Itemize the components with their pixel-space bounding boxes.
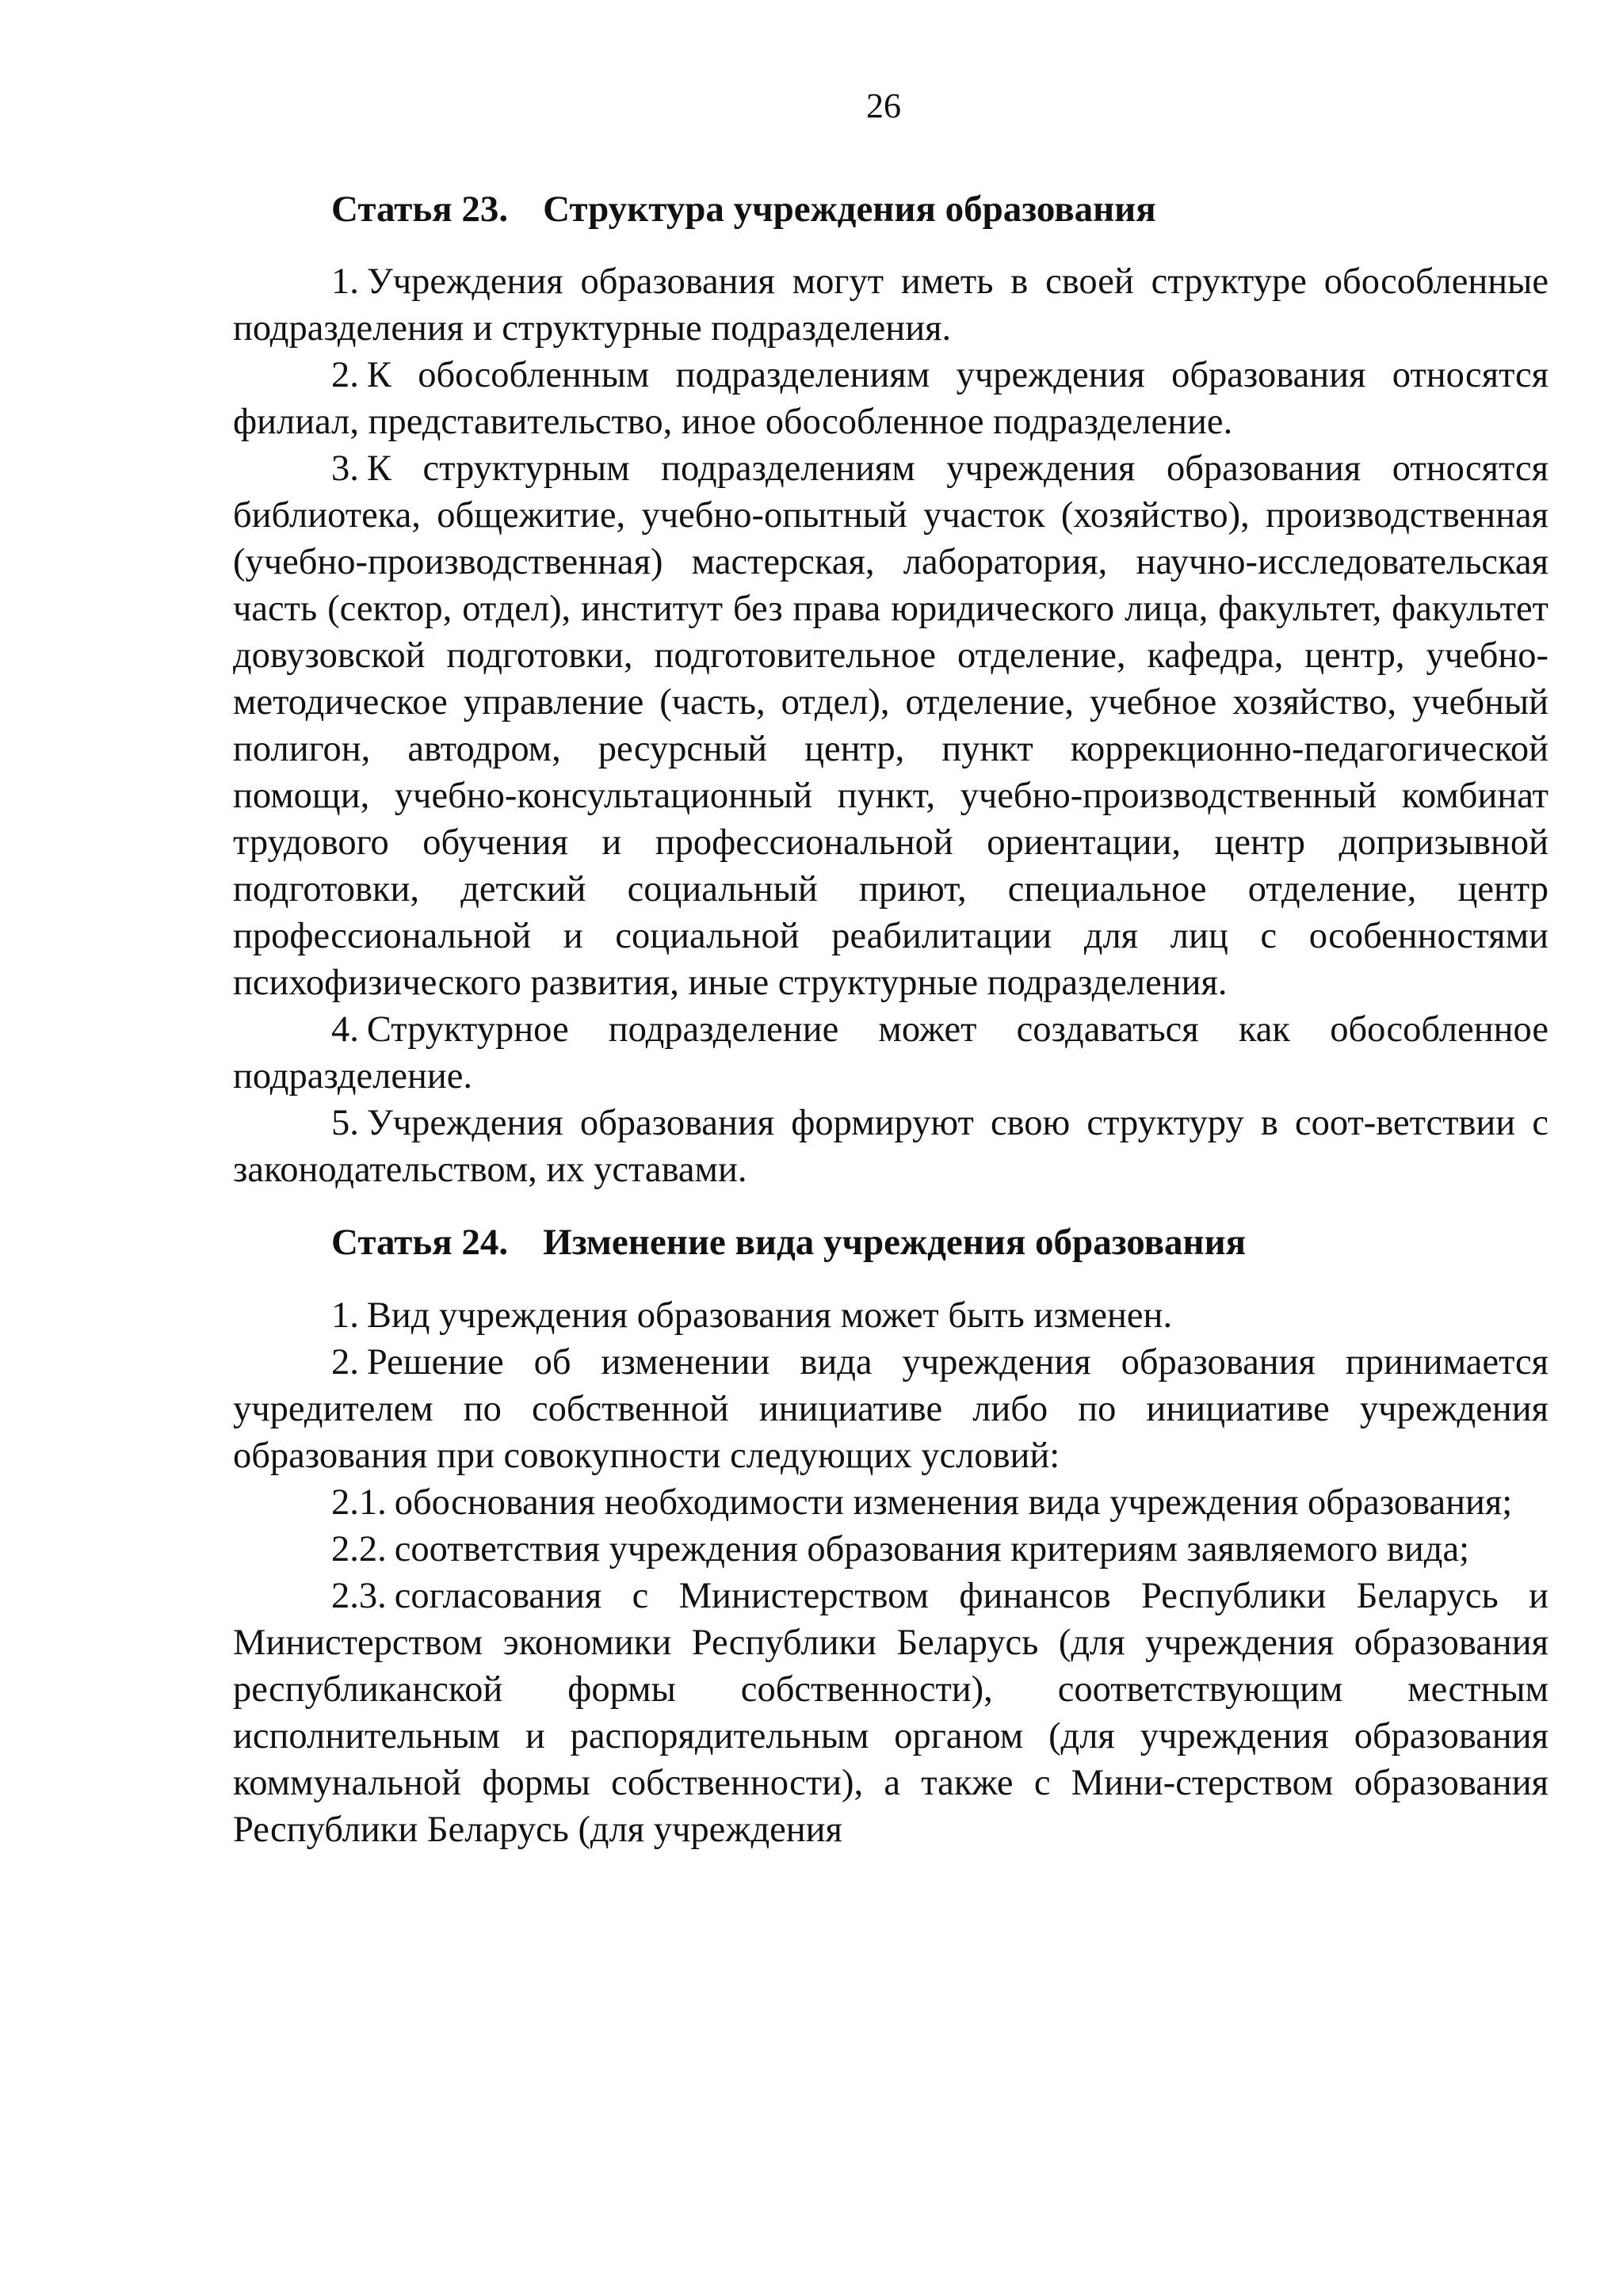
article-title: Структура учреждения образования	[543, 189, 1156, 230]
paragraph	[233, 1526, 1549, 1573]
paragraph-number: 4.	[331, 1009, 359, 1051]
paragraph-text: согласования с Министерством финансов Республики Беларусь и Министерством экономики Республики Беларусь (для учреждения образования республиканской формы собственности), соответствующим местным исполнительным и распорядительным органом (для учреждения образования коммунальной формы собственности), а также с Мини-стерством образования Республики Беларусь (для учреждения	[233, 1575, 1549, 1850]
paragraph-number: 2.	[331, 355, 359, 396]
article-heading	[233, 1220, 1549, 1264]
paragraph	[233, 1292, 1549, 1339]
article-number: Статья 24.	[331, 1222, 509, 1264]
paragraph	[233, 445, 1549, 1006]
paragraph-text: Вид учреждения образования может быть изменен.	[366, 1295, 1173, 1336]
paragraph-text: Решение об изменении вида учреждения образования принимается учредителем по собственной инициативе либо по инициативе учреждения образования при совокупности следующих условий:	[233, 1341, 1549, 1476]
paragraph	[233, 258, 1549, 352]
paragraph-number: 1.	[331, 261, 359, 303]
page-number: 26	[866, 86, 901, 125]
paragraph	[233, 1006, 1549, 1100]
paragraph	[233, 1479, 1549, 1526]
paragraph-text: Структурное подразделение может создаваться как обособленное подразделение.	[233, 1009, 1549, 1097]
paragraph-number: 2.2.	[331, 1528, 387, 1569]
paragraph	[233, 1100, 1549, 1193]
paragraph-number: 2.3.	[331, 1575, 387, 1616]
article-number: Статья 23.	[331, 189, 509, 230]
paragraph	[233, 1339, 1549, 1479]
paragraph-number: 3.	[331, 448, 359, 490]
paragraph-text: К обособленным подразделениям учреждения образования относятся филиал, представительство, иное обособленное подразделение.	[233, 355, 1549, 443]
paragraph-text: Учреждения образования формируют свою структуру в соот-ветствии с законодательством, их уставами.	[233, 1103, 1549, 1191]
paragraph-number: 2.	[331, 1341, 359, 1383]
paragraph-text: обоснования необходимости изменения вида учреждения образования;	[394, 1482, 1513, 1523]
paragraph-text: соответствия учреждения образования критериям заявляемого вида;	[394, 1528, 1470, 1569]
document-body	[233, 187, 1549, 1853]
paragraph-text: Учреждения образования могут иметь в своей структуре обособленные подразделения и структурные подразделения.	[233, 261, 1549, 349]
paragraph-number: 1.	[331, 1295, 359, 1336]
article-title: Изменение вида учреждения образования	[543, 1222, 1247, 1264]
paragraph	[233, 1573, 1549, 1853]
paragraph-number: 5.	[331, 1103, 359, 1144]
paragraph-number: 2.1.	[331, 1482, 387, 1523]
paragraph-text: К структурным подразделениям учреждения образования относятся библиотека, общежитие, учебно-опытный участок (хозяйство), производственная (учебно-производственная) мастерская, лаборатория, научно-исследовательская часть (сектор, отдел), институт без права юридического лица, факультет, факультет довузовской подготовки, подготовительное отделение, кафедра, центр, учебно-методическое управление (часть, отдел), отделение, учебное хозяйство, учебный полигон, автодром, ресурсный центр, пункт коррекционно-педагогической помощи, учебно-консультационный пункт, учебно-производственный комбинат трудового обучения и профессиональной ориентации, центр допризывной подготовки, детский социальный приют, специальное отделение, центр профессиональной и социальной реабилитации для лиц с особенностями психофизического развития, иные структурные подразделения.	[233, 448, 1549, 1004]
article-heading	[233, 187, 1549, 231]
paragraph	[233, 352, 1549, 445]
